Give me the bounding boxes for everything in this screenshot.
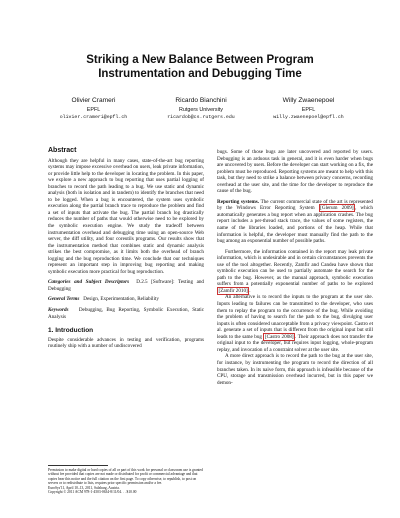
author-affiliation: EPFL [86,107,101,113]
paragraph-text: , which automatically generates a bug report when an application crashes. The bug report includes a per-thread stack trace, the values of some registers, the name of the libraries loaded, and portions of the heap. While that information is helpful, the developer must manually find the path to the bug among an exponential number of possible paths. [217,205,373,245]
right-paragraph-3 [217,249,373,295]
keywords [48,307,204,320]
author-block [40,96,362,121]
categories [48,279,204,292]
paragraph-text: Furthermore, the information contained in the report may leak private information, which is undesirable and in certain circumstances prevents the use of the tool altogether. Recently, Zamfir and Candea have shown that symbolic execution can be used to partially automate the search for the path to the bug. However, as the manual approach, symbolic execution suffers from a potentially exponential number of paths to be explored [217,248,373,288]
footnote-rule [48,465,108,466]
paper-title [0,53,400,81]
paragraph-text: . [249,287,251,294]
author-name: Olivier Crameri [71,97,116,104]
keywords-value: Debugging, Bug Reporting, Symbolic Execution, Static Analysis [48,307,204,320]
paragraph-text: An alternative is to record the inputs to the program at the user site. Inputs leading to failures can be transmitted to the developer, who uses them to replay the program to the occurrence of the bug. While avoiding the problem of having to search for the path to the bug, divulging user inputs is often considered unacceptable from a privacy viewpoint. Castro et al. generate a set of inputs that is different from the original input but still leads to the same bug [217,294,373,340]
citation-zamfir[interactable]: [Zamfir 2010] [218,287,248,294]
footnote-copyright: Copyright © 2011 ACM 978-1-4503-0634-8/11/04. . . $10.00 [48,490,137,495]
categories-label: Categories and Subject Descriptors [48,279,130,286]
abstract-text: Although they are helpful in many cases, state-of-the-art bug reporting systems may impose excessive overhead on users, leak private information, or provide little help to the developer in locating the problem. In this paper, we explore a new approach to bug reporting that uses partial logging of branches to record the path leading to a bug. We use static and dynamic analysis (both in isolation and in tandem) to identify the branches that need to be logged. When a bug is encountered, the system uses symbolic execution along the partial branch trace to reproduce the problem and find a set of inputs that activate the bug. The partial branch log drastically reduces the number of paths that would otherwise need to be explored by the symbolic execution engine. We study the tradeoff between instrumentation overhead and debugging time using an open-source Web server, the diff utility, and four coreutils programs. Our results show that the instrumentation method that combines static and dynamic analysis strikes the best compromise, as it limits both the overhead of branch logging and the bug reproduction time. We conclude that our techniques represent an important step in improving bug reporting and making symbolic execution more practical for bug reproduction. [48,157,204,275]
title-line-2: Instrumentation and Debugging Time [98,68,302,80]
author-email[interactable]: ricardob@cs.rutgers.edu [167,115,235,120]
introduction-heading: 1. Introduction [48,327,94,335]
copyright-footnote [48,468,204,494]
abstract-heading: Abstract [48,147,77,154]
author-email[interactable]: willy.zwaenepoel@epfl.ch [273,115,344,120]
left-column [48,148,204,350]
general-terms-value: Design, Experimentation, Reliability [83,296,159,303]
right-paragraph-5: A more direct approach is to record the path to the bug at the user site, for instance, by instrumenting the program to record the direction of all branches taken. In its naive form, this approach is infeasible because of the CPU, storage and transmission overhead incurred, but in this paper we demon- [217,353,373,386]
author-name: Ricardo Bianchini [175,97,227,104]
right-paragraph-4 [217,294,373,353]
right-paragraph-1: bugs. Some of those bugs are later uncovered and reported by users. Debugging is an arduous task in general, and it is even harder when bugs are uncovered by users. Before the developer can start working on a fix, the problem must be reproduced. Reporting systems are meant to help with this task, but they need to strike a balance between privacy concerns, recording overhead at the user site, and the time for the developer to reproduce the cause of the bug. [217,149,373,195]
citation-glerum[interactable]: [Glerum 2009] [320,205,354,212]
introduction-text: Despite considerable advances in testing and verification, programs routinely ship with a number of undiscovered [48,336,204,350]
paragraph-text: The current commercial state of the art is represented by the Windows Error Reporting System [217,198,373,212]
author-1 [40,96,147,121]
paragraph-text: . Their approach does not transfer the original input to the developer, but requires input logging, whole-program replay, and invocation of a constraint solver at the user site. [217,333,373,353]
footnote-permission: Permission to make digital or hard copies of all or part of this work for personal or classroom use is granted without fee provided that copies are not made or distributed for profit or commercial advantage and that copies bear this notice and the full citation on the first page. To copy otherwise, to republish, to post on servers or to redistribute to lists, requires prior specific permission and/or a fee. [48,468,203,486]
author-affiliation: Rutgers University [178,107,224,113]
citation-castro[interactable]: [Castro 2008] [264,333,294,340]
general-terms-label: General Terms [48,296,80,303]
right-paragraph-2 [217,199,373,245]
keywords-label: Keywords [48,307,69,314]
author-name: Willy Zwaenepoel [282,97,335,104]
author-2 [148,96,255,121]
author-3 [255,96,362,121]
categories-value: D.2.5 [Software]: Testing and Debugging [48,279,205,292]
title-line-1: Striking a New Balance Between Program [86,54,314,66]
author-email[interactable]: olivier.crameri@epfl.ch [59,115,128,120]
author-affiliation: EPFL [301,107,316,113]
reporting-systems-lead: Reporting systems. [217,198,260,205]
right-column [217,149,373,386]
footnote-venue: EuroSys'11, April 10–13, 2011, Salzburg, Austria. [48,485,120,490]
